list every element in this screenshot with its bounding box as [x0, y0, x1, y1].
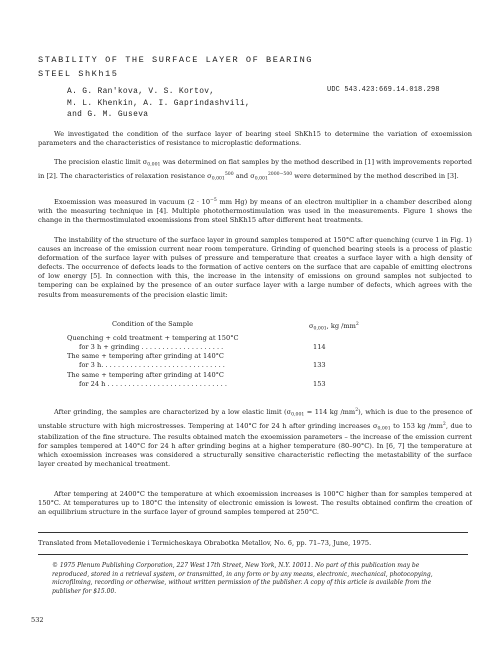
authors-line-1: A. G. Ran'kova, V. S. Kortov, — [67, 87, 215, 96]
paper-title — [38, 53, 313, 81]
paragraph-3: Exoemission was measured in vacuum ($2 \cdot 10^{-5}$ mm Hg) by means of an electron multiplier in a chamber described along with the measuring technique in [4]. Multiple photothermostimulation was used in the measurements. Figure 1 shows the change in the thermostimulated exoemissions from steel ShKh15 after different heat treatments. — [38, 198, 472, 225]
paragraph-6: After tempering at 2400°C the temperature at which exoemission increases is 100°C higher than for samples tempered at 150°C. At temperatures up to 180°C the intensity of electronic emission is lowest. The results obtained confirm the creation of an equilibrium structure in the surface layer of ground samples tempered at 250°C. — [38, 490, 472, 517]
table-header — [67, 320, 367, 334]
authors-line-3: and G. M. Guseva — [67, 110, 149, 120]
value-column-header: $\sigma_{0,001}$, kg $/mm^2$ — [309, 322, 359, 332]
table-row: The same + tempering after grinding at 140°C for 24 h . . . . . . . . . . . . . . . . . . . . . . . . . . . . . 153 — [67, 370, 326, 388]
translation-note: Translated from Metallovedenie i Termicheskaya Obrabotka Metallov, No. 6, pp. 71–73, June, 1975. — [38, 539, 372, 547]
paragraph-2: The precision elastic limit $\sigma_{0,001}$ was determined on flat samples by the method described in [1] with improvements reported in [2]. The characteristics of relaxation resistance $\sigma_{0,001}^{500}$ and $\sigma_{0,001}^{2000-500}$ were determined by the method described in [3]. — [38, 158, 472, 182]
title-line-2: STEEL ShKh15 — [38, 69, 119, 79]
table-row: The same + tempering after grinding at 140°C for 3 h. . . . . . . . . . . . . . . . . . . . . . . . . . . . . . 133 — [67, 352, 326, 370]
title-line-1: STABILITY OF THE SURFACE LAYER OF BEARING — [38, 55, 313, 65]
copyright-notice: © 1975 Plenum Publishing Corporation, 227 West 17th Street, New York, N.Y. 10011. No part of this publication may be reproduced, stored in a retrieval system, or transmitted, in any form or by any means, electronic, mechanical, photocopying, microfilming, recording or otherwise, without written permission of the publisher. A copy of this article is available from the publisher for $15.00. — [52, 562, 433, 595]
author-list — [67, 86, 250, 121]
authors-line-2: M. L. Khenkin, A. I. Gaprindashvili, — [67, 98, 251, 108]
page-number: 532 — [31, 616, 44, 624]
elastic-limit-table — [67, 320, 367, 389]
udc-code: UDC 543.423:669.14.018.298 — [327, 86, 440, 94]
paragraph-5: After grinding, the samples are characterized by a low elastic limit ($\sigma_{0,001} = 114$ kg $/mm^2$), which is due to the presence of unstable structure with high microstresses. Tempering at 140°C for 24 h after grinding increases $\sigma_{0,001}$ to 153 kg $/mm^2$, due to stabilization of the fine structure. The results obtained match the exoemission parameters – the increase of the emission current for samples tempered at 140°C for 24 h after grinding begins at a higher temperature (80–90°C). In [6, 7] the temperature at which exoemission increases was considered a structurally sensitive characteristic reflecting the metastability of the surface layer created by mechanical treatment. — [38, 408, 473, 469]
footer-divider — [38, 532, 468, 533]
condition-column-header: Condition of the Sample — [112, 320, 193, 328]
copyright-divider — [38, 554, 468, 555]
paragraph-1: We investigated the condition of the surface layer of bearing steel ShKh15 to determine the variation of exoemission parameters and the characteristics of resistance to microplastic deformations. — [38, 130, 472, 148]
paragraph-4: The instability of the structure of the surface layer in ground samples tempered at 150°C after quenching (curve 1 in Fig. 1) causes an increase of the emission current near room temperature. Grinding of quenched bearing steels is a process of plastic deformation of the surface layer with pulses of pressure and temperature that creates a surface layer with a high density of defects. The occurrence of defects leads to the formation of active centers on the surface that are capable of emitting electrons of low energy [5]. In connection with this, the increase in the intensity of emissions on ground samples not subjected to tempering can be explained by the presence of an outer surface layer with a large number of defects, which agrees with the results from measurements of the precision elastic limit: — [38, 236, 472, 299]
table-row: Quenching + cold treatment + tempering at 150°C for 3 h + grinding . . . . . . . . . . . . . . . . . . . . 114 — [67, 334, 326, 352]
